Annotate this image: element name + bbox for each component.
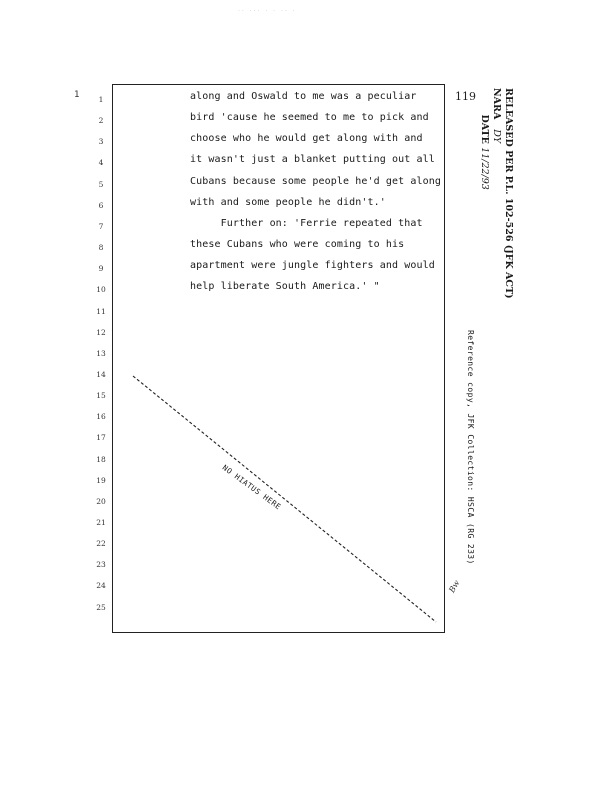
transcript-line: help liberate South America.' " — [190, 281, 380, 293]
line-number: 21 — [96, 518, 106, 527]
line-number: 14 — [96, 369, 106, 379]
transcript-line: along and Oswald to me was a peculiar — [190, 91, 417, 102]
line-number: 23 — [96, 560, 106, 570]
line-number: 17 — [96, 433, 106, 443]
line-number: 24 — [96, 581, 106, 591]
line-number: 7 — [98, 221, 104, 231]
line-number: 8 — [98, 243, 104, 253]
transcript-line: Further on: 'Ferrie repeated that — [190, 217, 423, 229]
line-number: 1 — [98, 95, 104, 104]
line-number: 4 — [98, 158, 104, 168]
line-number: 9 — [98, 264, 104, 274]
transcript-line: it wasn't just a blanket putting out all — [190, 154, 435, 166]
line-number: 3 — [98, 137, 104, 147]
hiatus-dashed-line — [133, 376, 436, 622]
margin-mark: 1 — [74, 90, 80, 100]
page-number: 119 — [455, 90, 476, 103]
release-stamp — [478, 88, 514, 299]
reference-copy-note: Reference copy, JFK Collection: HSCA (RG 233) — [466, 330, 475, 565]
transcript-line: choose who he would get along with and — [190, 133, 423, 145]
handwritten-initials: Bw — [447, 578, 462, 595]
transcript-line: with and some people he didn't.' — [190, 196, 386, 208]
transcript-line: bird 'cause he seemed to me to pick and — [190, 112, 429, 124]
line-number: 15 — [96, 391, 106, 401]
stamp-nara-initials: DY — [491, 129, 502, 144]
stamp-line-3 — [478, 88, 490, 299]
line-number: 6 — [98, 200, 104, 210]
stamp-date-value: 11/22/93 — [479, 147, 490, 190]
line-number: 5 — [98, 179, 104, 189]
line-number: 11 — [96, 306, 106, 316]
line-number: 18 — [96, 454, 106, 464]
line-number: 20 — [96, 496, 106, 506]
no-hiatus-label: NO HIATUS HERE — [220, 463, 283, 512]
line-number: 2 — [98, 116, 104, 126]
transcript-line: Cubans because some people he'd get along — [190, 175, 441, 187]
line-number: 22 — [96, 539, 106, 549]
stamp-line-1: RELEASED PER P.L. 102-526 (JFK ACT) — [503, 88, 514, 299]
line-number: 19 — [96, 475, 106, 485]
stamp-line-2 — [490, 88, 502, 299]
line-number: 10 — [96, 285, 106, 295]
top-smudge: ·· ··· · · ·· · — [238, 8, 297, 15]
stamp-nara: NARA — [491, 88, 502, 120]
line-number: 16 — [96, 412, 106, 422]
stamp-date-label: DATE — [479, 114, 490, 144]
line-number: 13 — [96, 348, 106, 358]
line-number: 25 — [96, 602, 106, 612]
transcript-line: apartment were jungle fighters and would — [190, 260, 435, 272]
line-number: 12 — [96, 327, 106, 337]
transcript-line: these Cubans who were coming to his — [190, 239, 405, 251]
